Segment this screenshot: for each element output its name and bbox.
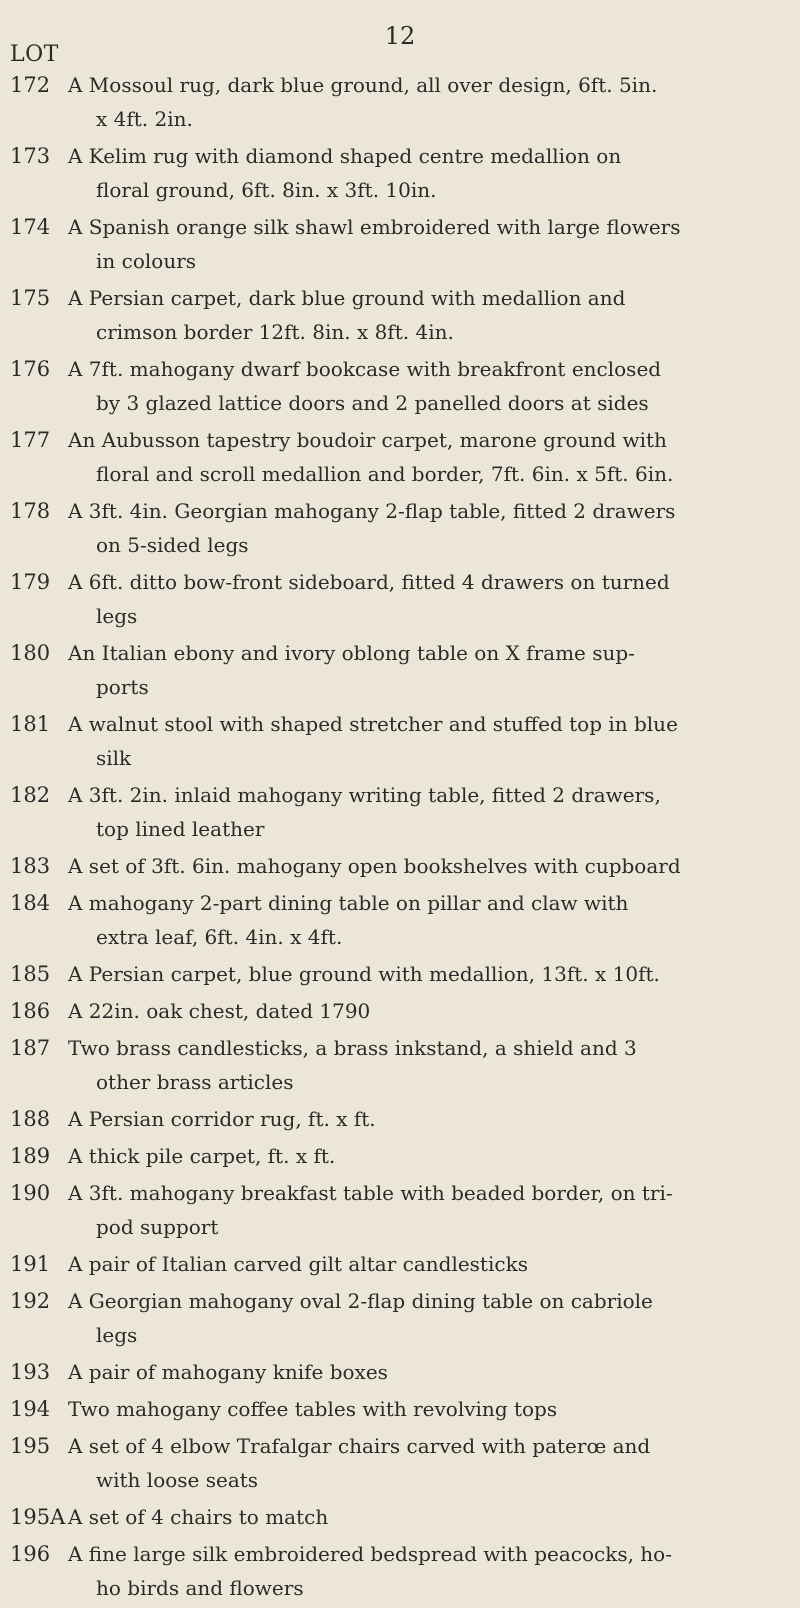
lot-number: 183 [10,854,51,878]
lot-description [68,707,768,775]
lot-description-line: A pair of mahogany knife boxes [68,1360,388,1384]
lot-entry [0,1031,800,1099]
lot-entry [0,210,800,278]
lot-description [68,1031,768,1099]
lot-entry [0,994,800,1028]
lot-description-line: extra leaf, 6ft. 4in. x 4ft. [96,925,343,949]
lot-description-line: A Persian carpet, blue ground with medallion, 13ft. x 10ft. [68,962,660,986]
lot-entry [0,636,800,704]
lot-description-line: A set of 3ft. 6in. mahogany open bookshelves with cupboard [68,854,681,878]
lot-number: 184 [10,891,51,915]
lot-description [68,565,768,633]
lot-entry [0,1247,800,1281]
lot-number: 185 [10,962,51,986]
lot-description [68,423,768,491]
lot-entry [0,494,800,562]
lot-number: 194 [10,1397,51,1421]
lot-description-line: x 4ft. 2in. [96,107,193,131]
lot-description-line: A 6ft. ditto bow-front sideboard, fitted 4 drawers on turned [68,570,670,594]
lot-entry [0,707,800,775]
lot-description [68,957,768,991]
lot-description [68,994,768,1028]
lot-number: 193 [10,1360,51,1384]
lot-description-line: top lined leather [96,817,265,841]
lot-number: 191 [10,1252,51,1276]
lot-description-line: legs [96,1323,138,1347]
lot-description-line: A 22in. oak chest, dated 1790 [68,999,371,1023]
lot-number: 195A [10,1505,66,1529]
lot-description-line: A set of 4 chairs to match [68,1505,329,1529]
lot-description-line: ports [96,675,149,699]
lot-description [68,139,768,207]
lot-description-line: A pair of Italian carved gilt altar candlesticks [68,1252,528,1276]
lot-description-line: A Georgian mahogany oval 2-flap dining table on cabriole [68,1289,653,1313]
lot-description-line: Two mahogany coffee tables with revolving tops [68,1397,558,1421]
lot-description-line: A 3ft. mahogany breakfast table with beaded border, on tri- [68,1181,673,1205]
lot-description-line: A set of 4 elbow Trafalgar chairs carved with paterœ and [68,1434,651,1458]
lot-description-line: An Aubusson tapestry boudoir carpet, marone ground with [68,428,667,452]
lot-entry [0,1429,800,1497]
lot-number: 181 [10,712,51,736]
lot-entry [0,1500,800,1534]
lot-entry [0,352,800,420]
lot-entry [0,886,800,954]
lot-number: 188 [10,1107,51,1131]
lot-entry [0,1102,800,1136]
lot-entry [0,1139,800,1173]
lot-description [68,1247,768,1281]
lot-description [68,1176,768,1244]
lot-number: 186 [10,999,51,1023]
lot-number: 176 [10,357,51,381]
lot-description-line: A thick pile carpet, ft. x ft. [68,1144,336,1168]
lot-description [68,886,768,954]
lot-description [68,1500,768,1534]
lot-description-line: on 5-sided legs [96,533,249,557]
page-number: 12 [384,22,416,50]
lot-description [68,778,768,846]
lot-description-line: ho birds and flowers [96,1576,304,1600]
lot-number: 174 [10,215,51,239]
lot-entry [0,849,800,883]
lot-number: 178 [10,499,51,523]
lot-description-line: A Persian carpet, dark blue ground with medallion and [68,286,626,310]
lot-description-line: crimson border 12ft. 8in. x 8ft. 4in. [96,320,454,344]
lot-number: 173 [10,144,51,168]
lot-description [68,849,768,883]
lot-number: 190 [10,1181,51,1205]
lot-number: 195 [10,1434,51,1458]
lot-description [68,1537,768,1605]
lot-description-line: floral and scroll medallion and border, 7ft. 6in. x 5ft. 6in. [96,462,674,486]
lot-description-line: legs [96,604,138,628]
lot-entry [0,68,800,136]
lot-entry [0,423,800,491]
lot-description-line: other brass articles [96,1070,294,1094]
lot-description [68,1429,768,1497]
lot-description-line: A fine large silk embroidered bedspread with peacocks, ho- [68,1542,672,1566]
lot-description [68,636,768,704]
lot-description-line: A Mossoul rug, dark blue ground, all over design, 6ft. 5in. [68,73,658,97]
lot-description [68,281,768,349]
lot-description [68,1139,768,1173]
lot-description-line: by 3 glazed lattice doors and 2 panelled doors at sides [96,391,649,415]
lot-list [0,68,800,1608]
lot-number: 196 [10,1542,51,1566]
lot-description-line: A 7ft. mahogany dwarf bookcase with breakfront enclosed [68,357,662,381]
lot-number: 189 [10,1144,51,1168]
lot-description-line: A walnut stool with shaped stretcher and stuffed top in blue [68,712,678,736]
lot-entry [0,565,800,633]
lot-entry [0,1355,800,1389]
lot-entry [0,1392,800,1426]
lot-description [68,494,768,562]
lot-number: 182 [10,783,51,807]
lot-number: 179 [10,570,51,594]
lot-description-line: An Italian ebony and ivory oblong table on X frame sup- [68,641,635,665]
lot-entry [0,957,800,991]
lot-description [68,68,768,136]
lot-description-line: silk [96,746,132,770]
lot-description-line: A 3ft. 2in. inlaid mahogany writing table, fitted 2 drawers, [68,783,661,807]
lot-number: 192 [10,1289,51,1313]
lot-entry [0,1284,800,1352]
lot-number: 175 [10,286,51,310]
lot-description [68,352,768,420]
lot-description-line: floral ground, 6ft. 8in. x 3ft. 10in. [96,178,437,202]
lot-entry [0,1537,800,1605]
lot-description-line: A Spanish orange silk shawl embroidered with large flowers [68,215,681,239]
lot-description-line: pod support [96,1215,219,1239]
lot-description-line: A Kelim rug with diamond shaped centre medallion on [68,144,622,168]
lot-description-line: A mahogany 2-part dining table on pillar and claw with [68,891,629,915]
lot-description [68,1392,768,1426]
lot-description [68,1102,768,1136]
lot-number: 172 [10,73,51,97]
lot-description-line: Two brass candlesticks, a brass inkstand, a shield and 3 [68,1036,637,1060]
lot-entry [0,778,800,846]
lot-description [68,1284,768,1352]
lot-description-line: with loose seats [96,1468,259,1492]
lot-entry [0,139,800,207]
lot-description [68,1355,768,1389]
lot-number: 177 [10,428,51,452]
lot-description-line: in colours [96,249,197,273]
lot-entry [0,281,800,349]
lot-description-line: A 3ft. 4in. Georgian mahogany 2-flap table, fitted 2 drawers [68,499,676,523]
lot-entry [0,1176,800,1244]
lot-number: 187 [10,1036,51,1060]
lot-number: 180 [10,641,51,665]
lot-column-header: LOT [10,42,59,67]
lot-description-line: A Persian corridor rug, ft. x ft. [68,1107,376,1131]
lot-description [68,210,768,278]
